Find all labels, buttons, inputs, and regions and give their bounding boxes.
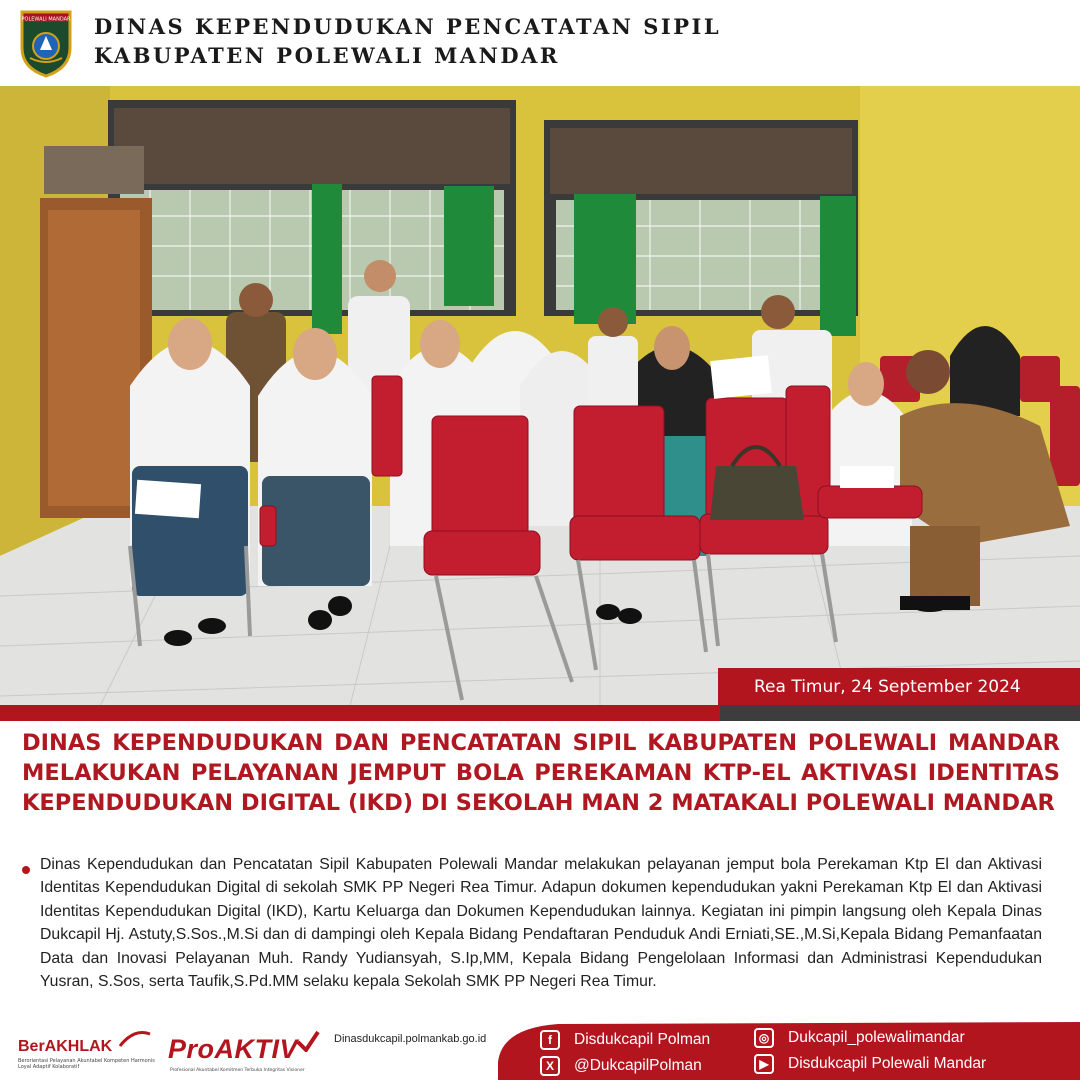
- proaktiv-logo: [166, 1026, 326, 1074]
- youtube-link[interactable]: [754, 1054, 986, 1074]
- headline: [22, 728, 1060, 818]
- instagram-icon: ◎: [754, 1028, 774, 1048]
- website-link[interactable]: Dinasdukcapil.polmankab.go.id: [334, 1033, 487, 1045]
- classroom-photo-illustration: [0, 86, 1080, 706]
- proaktiv-logo-text: ProAKTIV: [168, 1034, 299, 1064]
- facebook-link[interactable]: [540, 1030, 710, 1050]
- proaktiv-check-icon: [296, 1030, 320, 1052]
- bullet-icon: [22, 866, 30, 874]
- twitter-link[interactable]: [540, 1056, 702, 1076]
- berakhlak-tagline: Berorientasi Pelayanan Akuntabel Kompeten Harmonis Loyal Adaptif Kolaboratif: [18, 1058, 155, 1070]
- instagram-link[interactable]: [754, 1028, 965, 1048]
- social-media-panel: [498, 1022, 1080, 1080]
- location-date-label: Rea Timur, 24 September 2024: [718, 668, 1080, 706]
- agency-title-line1: DINAS KEPENDUDUKAN PENCATATAN SIPIL: [94, 14, 722, 39]
- facebook-icon: f: [540, 1030, 560, 1050]
- berakhlak-logo: [18, 1026, 158, 1074]
- berakhlak-swoosh-icon: [118, 1028, 152, 1048]
- twitter-handle: @DukcapilPolman: [574, 1057, 702, 1074]
- footer: [0, 1022, 1080, 1080]
- instagram-handle: Dukcapil_polewalimandar: [788, 1029, 965, 1046]
- youtube-icon: ▶: [754, 1054, 774, 1074]
- facebook-handle: Disdukcapil Polman: [574, 1031, 711, 1048]
- agency-title: [94, 12, 721, 70]
- youtube-channel: Disdukcapil Polewali Mandar: [788, 1055, 987, 1072]
- header: [0, 0, 1080, 86]
- agency-title-line2: KABUPATEN POLEWALI MANDAR: [94, 43, 560, 68]
- headline-line2: MELAKUKAN PELAYANAN JEMPUT BOLA PEREKAMAN KTP-EL AKTIVASI IDENTITAS: [22, 760, 1060, 786]
- article-paragraph: Dinas Kependudukan dan Pencatatan Sipil Kabupaten Polewali Mandar melakukan pelayanan jemput bola Perekaman Ktp El dan Aktivasi Identitas Kependudukan Digital di sekolah SMK PP Negeri Rea Timur. Adapun dokumen kependudukan yakni Perekaman Ktp El dan Aktivasi Identitas Kependudukan Digital (IKD), Kartu Keluarga dan Dokumen Kependudukan lainnya. Kegiatan ini pimpin langsung oleh Kepala Dinas Dukcapil Hj. Astuty,S.Sos.,M.Si dan di dampingi oleh Kepala Bidang Pendaftaran Penduduk Andi Erniati,SE.,M.Si,Kepala Bidang Pemanfaatan Data dan Inovasi Pelayanan Muh. Randy Yudiansyah, S.Ip,MM, Kepala Bidang Pengelolaan Informasi dan Administrasi Kependudukan Yusran, S.Sos, serta Taufik,S.Pd.MM selaku kepala Sekolah SMK PP Negeri Rea Timur.: [40, 856, 1042, 991]
- headline-line3: KEPENDUDUKAN DIGITAL (IKD) DI SEKOLAH MAN 2 MATAKALI POLEWALI MANDAR: [22, 790, 1055, 816]
- red-divider-bar: [0, 705, 720, 721]
- x-twitter-icon: X: [540, 1056, 560, 1076]
- event-photo: [0, 86, 1080, 706]
- gray-divider-bar: [720, 705, 1080, 721]
- headline-line1: DINAS KEPENDUDUKAN DAN PENCATATAN SIPIL KABUPATEN POLEWALI MANDAR: [22, 730, 1060, 756]
- proaktiv-tagline: Profesional Akuntabel Komitmen Terbuka Integritas Visioner: [170, 1068, 305, 1073]
- berakhlak-logo-text: BerAKHLAK: [18, 1038, 113, 1055]
- emblem-text: POLEWALI MANDAR: [21, 16, 71, 23]
- polewali-mandar-emblem-icon: [18, 8, 74, 78]
